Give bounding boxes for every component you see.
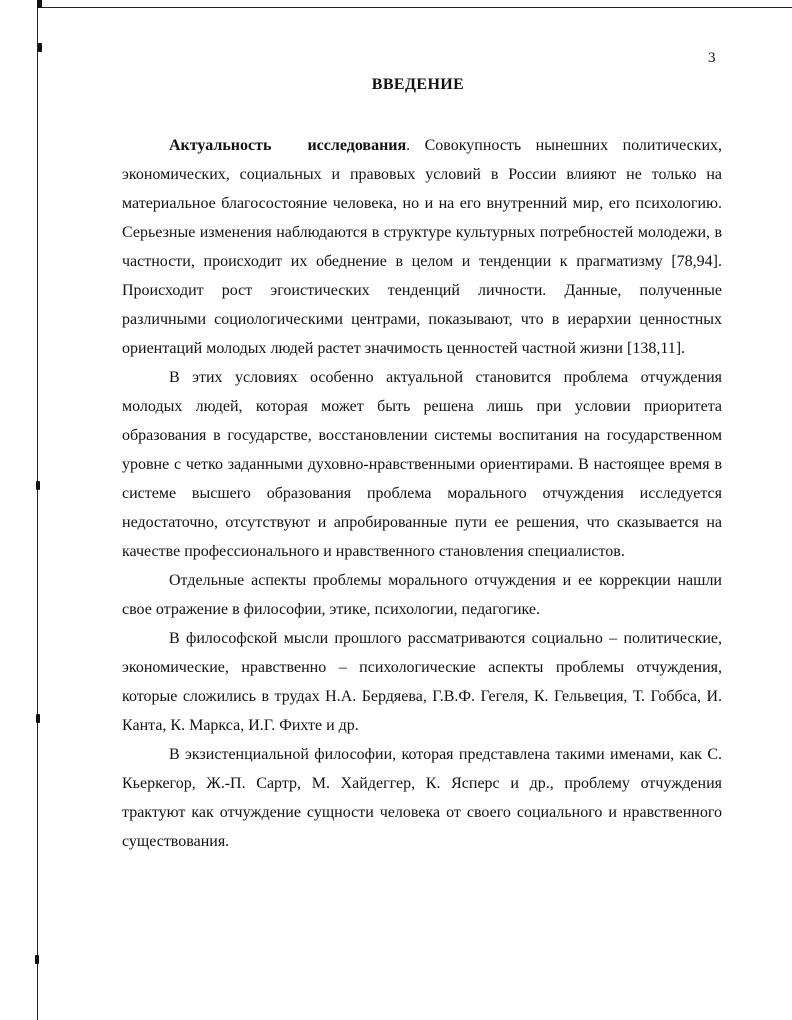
paragraph: Отдельные аспекты проблемы морального отчуждения и ее коррекции нашли свое отражение в философии, этике, психологии, педагогике.: [122, 572, 722, 618]
scan-margin-mark: [35, 955, 39, 964]
paragraph: В экзистенциальной философии, которая представлена такими именами, как С. Кьеркегор, Ж.-П. Сартр, М. Хайдеггер, К. Ясперс и др., проблему отчуждения трактуют как отчуждение сущности человека от своего социального и нравственного существования.: [122, 746, 722, 850]
paragraph: В философской мысли прошлого рассматриваются социально – политические, экономические, нравственно – психологические аспекты проблемы отчуждения, которые сложились в трудах Н.А. Бердяева, Г.В.Ф. Гегеля, К. Гельвеция, Т. Гоббса, И. Канта, К. Маркса, И.Г. Фихте и др.: [122, 630, 722, 734]
scan-corner-mark: [37, 0, 42, 8]
paragraph-text: Совокупность нынешних политических, экономических, социальных и правовых условий в России влияют не только на материальное благосостояние человека, но и на его внутренний мир, его психологию. Серьезные изменения наблюдаются в структуре культурных потребностей молодежи, в частности, происходит их обеднение в целом и тенденции к прагматизму [78,94]. Происходит рост эгоистических тенденций личности. Данные, полученные различными социологическими центрами, показывают, что в иерархии ценностных ориентаций молодых людей растет значимость ценностей частной жизни [138,11].: [122, 137, 722, 357]
scan-margin-mark: [36, 481, 40, 490]
lead-term-punctuation: .: [406, 137, 411, 154]
lead-term-relevance: Актуальность: [169, 137, 272, 154]
paragraph: В этих условиях особенно актуальной становится проблема отчуждения молодых людей, которая может быть решена лишь при условии приоритета образования в государстве, восстановлении системы воспитания на государственном уровне с четко заданными духовно-нравственными ориентирами. В настоящее время в системе высшего образования проблема морального отчуждения исследуется недостаточно, отсутствуют и апробированные пути ее решения, что сказывается на качестве профессионального и нравственного становления специалистов.: [122, 369, 722, 560]
scan-margin-mark: [36, 714, 40, 723]
document-body: [122, 131, 722, 856]
lead-term-research: исследования: [307, 137, 407, 154]
scan-top-border: [40, 7, 792, 8]
page-title: ВВЕДЕНИЕ: [371, 76, 465, 93]
paragraph-relevance: [122, 131, 722, 363]
page-number: 3: [708, 50, 716, 66]
scan-left-border: [37, 0, 38, 1020]
scan-margin-mark: [38, 43, 42, 52]
